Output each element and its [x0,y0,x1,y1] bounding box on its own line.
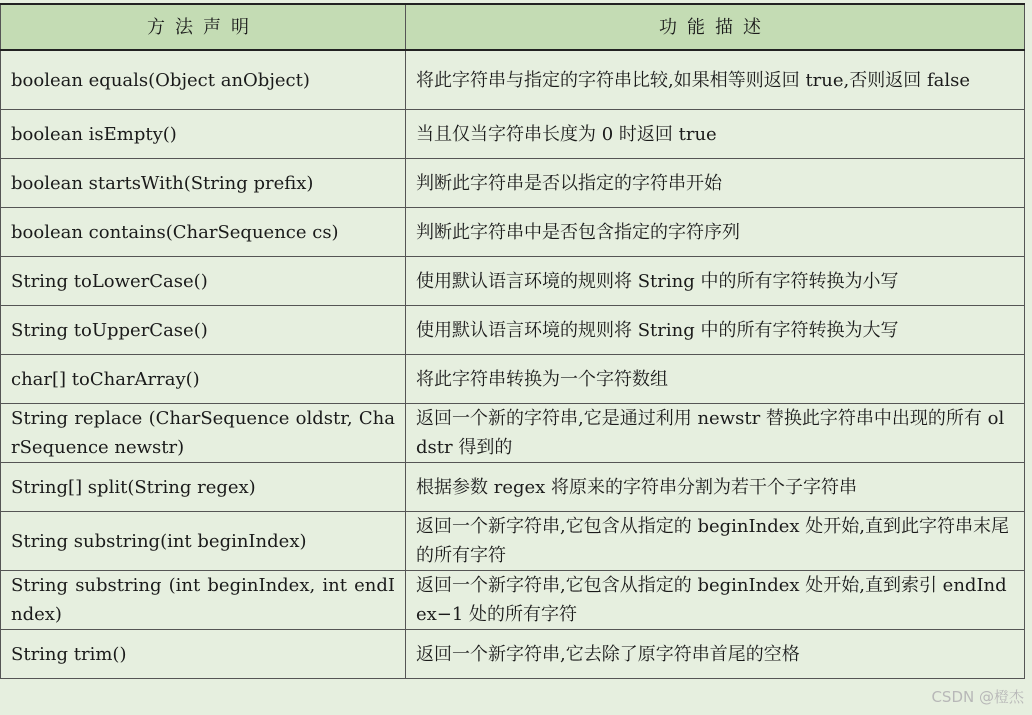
table-header-row [1,4,1025,50]
table-row [1,110,1025,159]
description-cell: 使用默认语言环境的规则将 String 中的所有字符转换为小写 [406,257,1025,306]
table-row [1,257,1025,306]
watermark: CSDN @橙杰 [931,688,1024,706]
description-cell: 将此字符串与指定的字符串比较,如果相等则返回 true,否则返回 false [406,50,1025,110]
method-cell: String substring(int beginIndex) [1,512,406,571]
method-cell: String trim() [1,630,406,679]
table-row [1,50,1025,110]
method-cell: String toUpperCase() [1,306,406,355]
method-cell: String replace (CharSequence oldstr, CharSequence newstr) [1,404,406,463]
table-row [1,355,1025,404]
header-method: 方法声明 [1,4,406,50]
table-row [1,571,1025,630]
method-cell: boolean startsWith(String prefix) [1,159,406,208]
description-cell: 返回一个新字符串,它去除了原字符串首尾的空格 [406,630,1025,679]
table-row [1,404,1025,463]
table-row [1,208,1025,257]
method-cell: boolean contains(CharSequence cs) [1,208,406,257]
description-cell: 将此字符串转换为一个字符数组 [406,355,1025,404]
method-cell: String[] split(String regex) [1,463,406,512]
description-cell: 判断此字符串中是否包含指定的字符序列 [406,208,1025,257]
description-cell: 返回一个新字符串,它包含从指定的 beginIndex 处开始,直到索引 endIndex−1 处的所有字符 [406,571,1025,630]
description-cell: 使用默认语言环境的规则将 String 中的所有字符转换为大写 [406,306,1025,355]
header-description: 功能描述 [406,4,1025,50]
description-cell: 返回一个新的字符串,它是通过利用 newstr 替换此字符串中出现的所有 oldstr 得到的 [406,404,1025,463]
string-methods-table [0,3,1025,679]
method-cell: boolean equals(Object anObject) [1,50,406,110]
description-cell: 判断此字符串是否以指定的字符串开始 [406,159,1025,208]
method-cell: char[] toCharArray() [1,355,406,404]
method-cell: boolean isEmpty() [1,110,406,159]
table-row [1,630,1025,679]
method-cell: String toLowerCase() [1,257,406,306]
table-row [1,306,1025,355]
method-cell: String substring (int beginIndex, int endIndex) [1,571,406,630]
table-row [1,159,1025,208]
table-row [1,512,1025,571]
description-cell: 返回一个新字符串,它包含从指定的 beginIndex 处开始,直到此字符串末尾的所有字符 [406,512,1025,571]
description-cell: 当且仅当字符串长度为 0 时返回 true [406,110,1025,159]
table-row [1,463,1025,512]
description-cell: 根据参数 regex 将原来的字符串分割为若干个子字符串 [406,463,1025,512]
